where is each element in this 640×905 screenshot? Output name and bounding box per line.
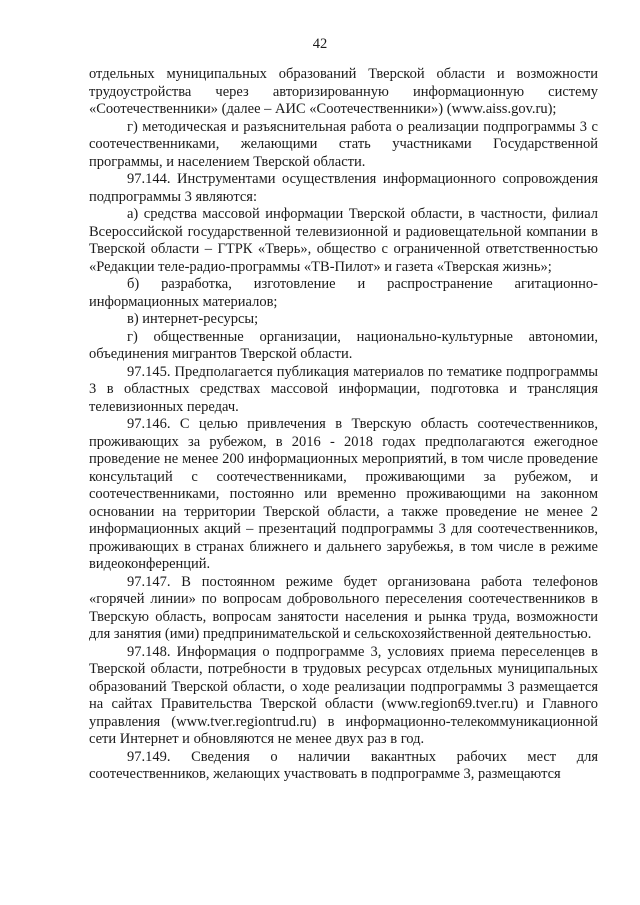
paragraph-97-144: 97.144. Инструментами осуществления информационного сопровождения подпрограммы 3 являются: [89,171,598,205]
document-body [89,66,598,784]
paragraph-item-v-internet: в) интернет-ресурсы; [127,311,259,327]
paragraph-continuation: отдельных муниципальных образований Тверской области и возможности трудоустройства через авторизированную информационную систему «Соотечественники» (далее – АИС «Соотечественники») (www.aiss.gov.ru); [89,66,598,117]
paragraph-97-145: 97.145. Предполагается публикация материалов по тематике подпрограммы 3 в областных средствах массовой информации, подготовка и трансляция телевизионных передач. [89,363,598,415]
paragraph-item-g-methodical: г) методическая и разъяснительная работа о реализации подпрограммы 3 с соотечественниками, желающими стать участниками Государственной программы, и населением Тверской области. [89,118,598,170]
paragraph-item-g-organizations: г) общественные организации, национально-культурные автономии, объединения мигрантов Тверской области. [89,328,598,362]
paragraph-item-a-media: а) средства массовой информации Тверской области, в частности, филиал Всероссийской государственной телевизионной и радиовещательной компании в Тверской области – ГТРК «Тверь», общество с ограниченной ответственностью «Редакции теле-радио-программы «ТВ-Пилот» и газета «Тверская жизнь»; [89,206,598,275]
paragraph-97-146: 97.146. С целью привлечения в Тверскую область соотечественников, проживающих за рубежом, в 2016 - 2018 годах предполагаются ежегодное проведение не менее 200 информационных мероприятий, в том числе проведение консультаций с соотечественниками, проживающими за рубежом, и соотечественниками, постоянно или временно проживающими на законном основании на территории Тверской области, а также проведение не менее 2 информационных акций – презентаций подпрограммы 3 для соотечественников, проживающих в странах ближнего и дальнего зарубежья, в том числе в режиме видеоконференций. [89,416,598,572]
paragraph-item-b-materials: б) разработка, изготовление и распространение агитационно-информационных материалов; [89,276,598,310]
paragraph-97-148: 97.148. Информация о подпрограмме 3, условиях приема переселенцев в Тверской области, потребности в трудовых ресурсах отдельных муниципальных образований Тверской области, о ходе реализации подпрограммы 3 размещается на сайтах Правительства Тверской области (www.region69.tver.ru) и Главного управления (www.tver.regiontrud.ru) в информационно-телекоммуникационной сети Интернет и обновляются не менее двух раз в год. [89,643,598,747]
paragraph-97-149: 97.149. Сведения о наличии вакантных рабочих мест для соотечественников, желающих участвовать в подпрограмме 3, размещаются [89,748,598,782]
paragraph-97-147: 97.147. В постоянном режиме будет организована работа телефонов «горячей линии» по вопросам добровольного переселения соотечественников в Тверскую область, вопросам занятости населения и рынка труда, возможности для занятия (ими) предпринимательской и сельскохозяйственной деятельностью. [89,573,598,642]
page-number: 42 [312,36,328,52]
